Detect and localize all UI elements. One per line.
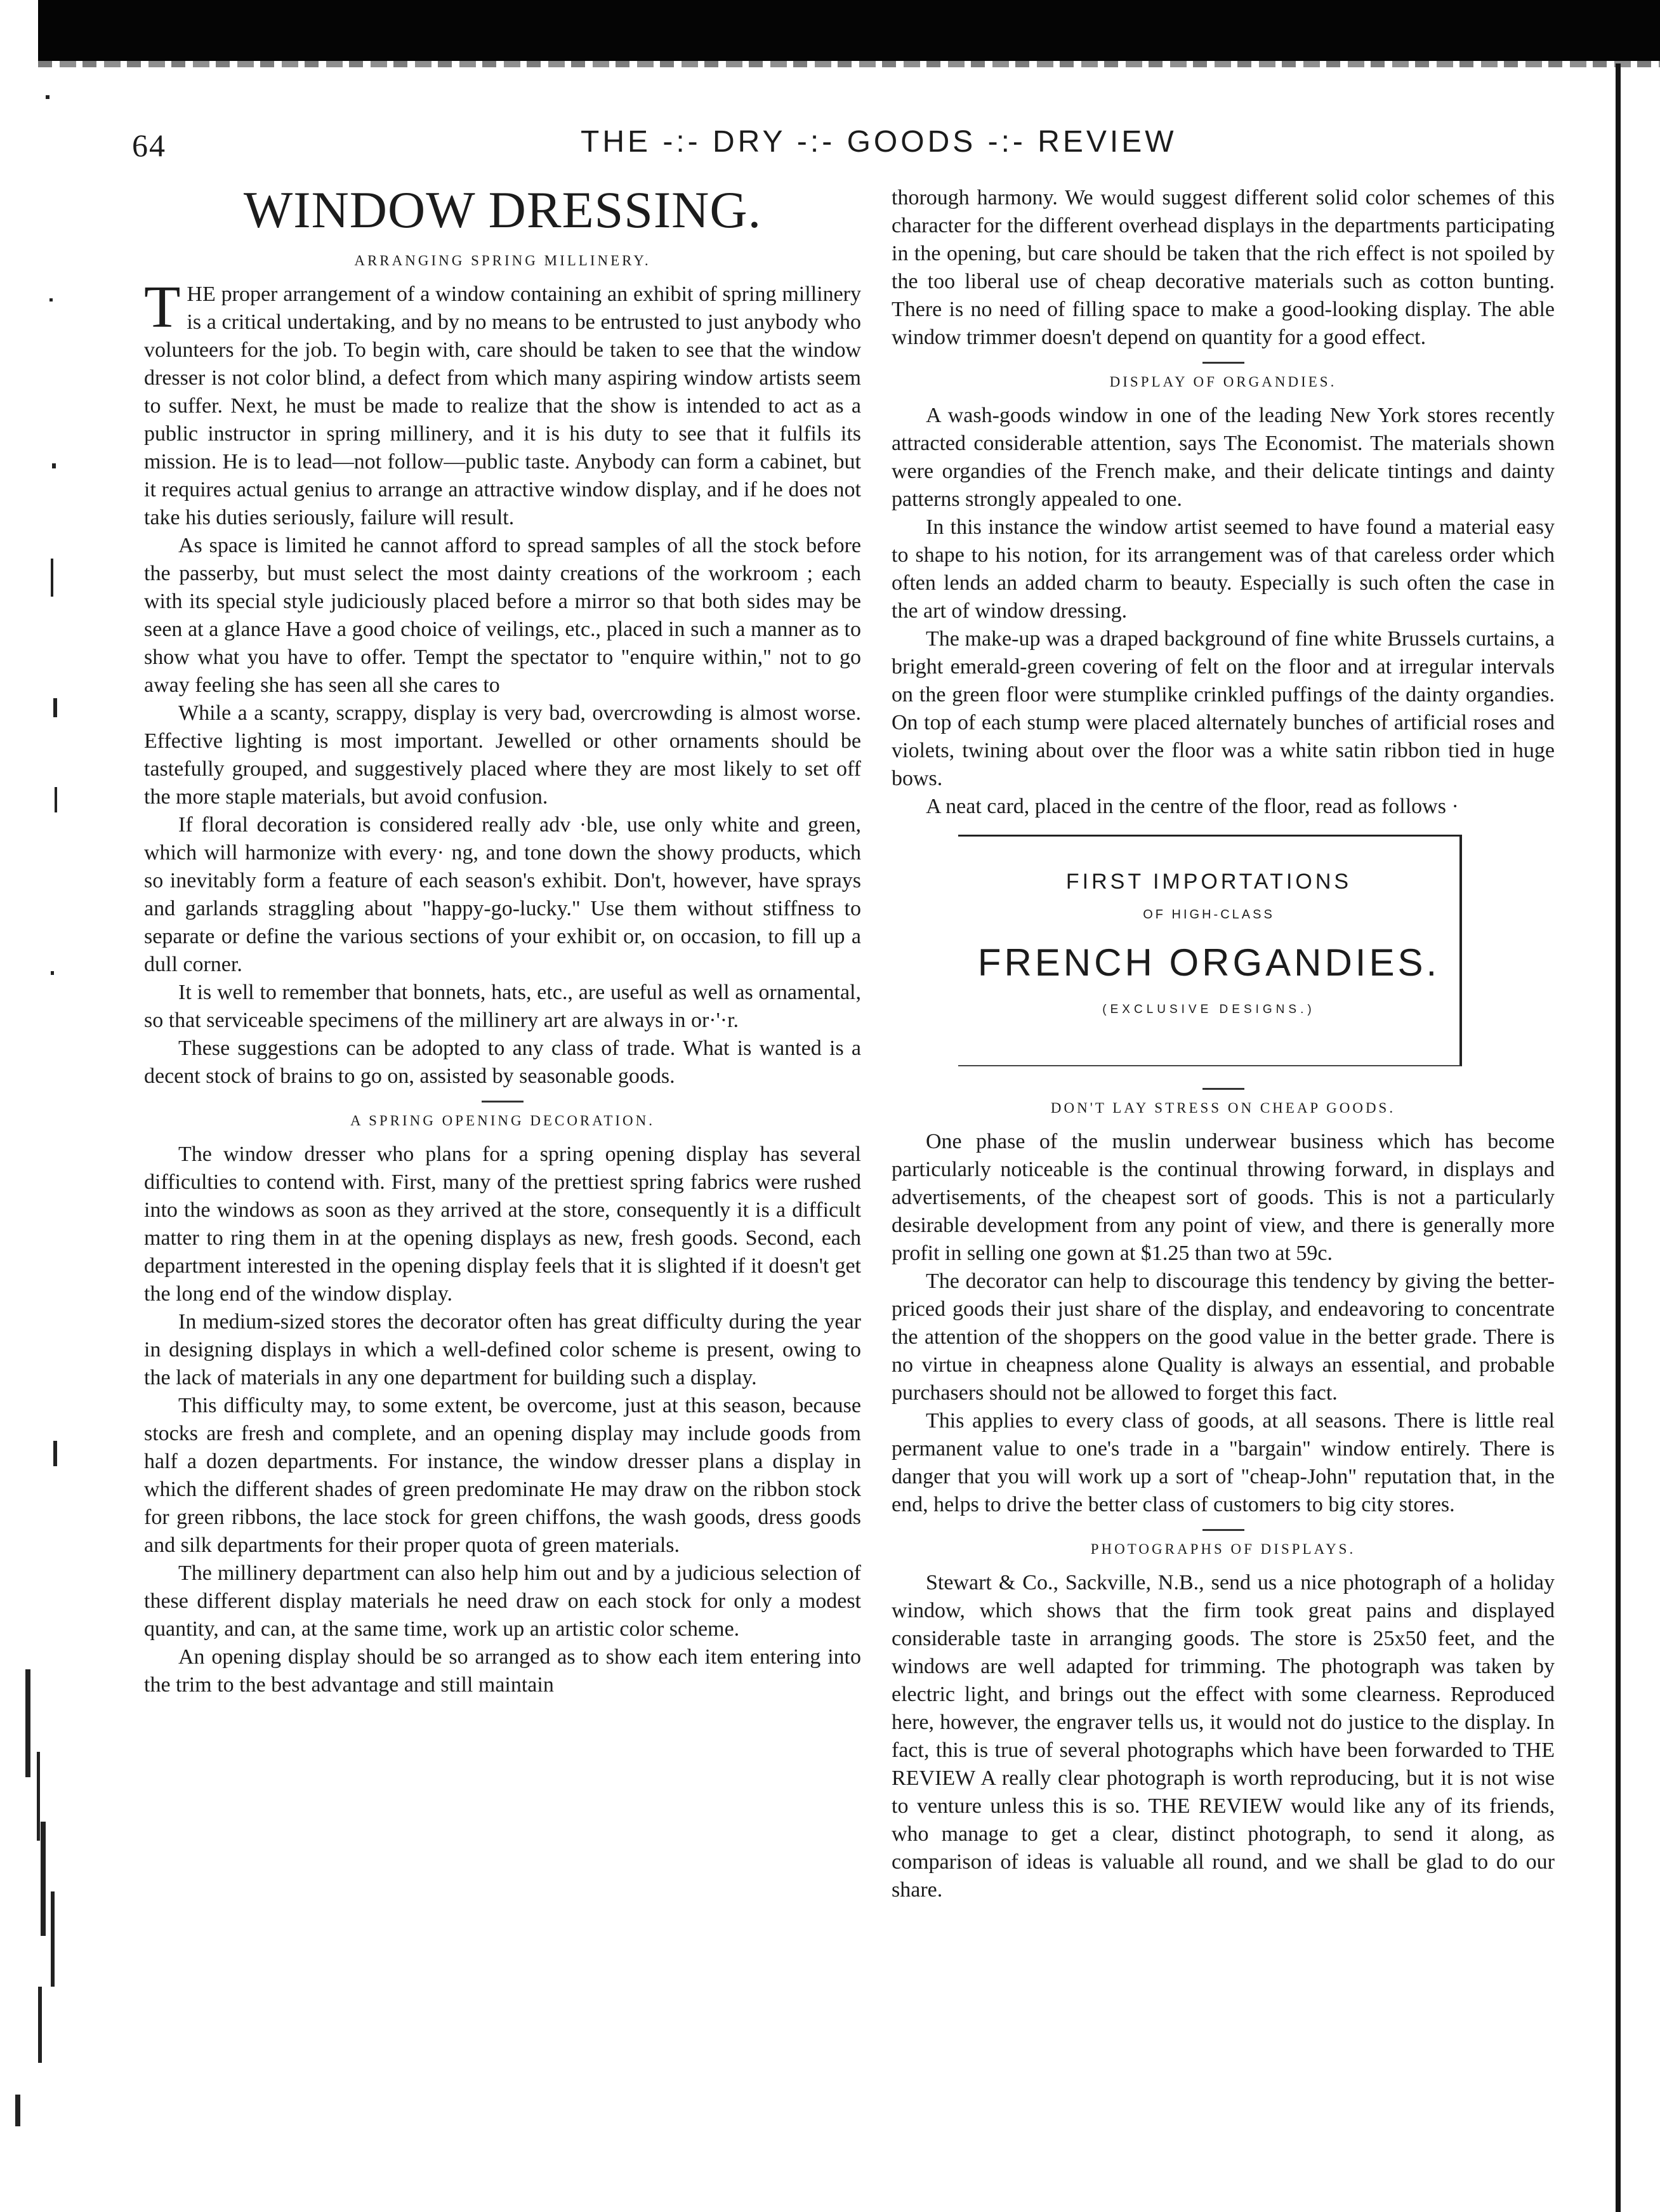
paragraph: One phase of the muslin underwear business which has become particularly noticeable is the continual throwing forward, in displays and advertisements, of the cheapest sort of goods. This is not a particularly desirable development from any point of view, and there is generally more profit in selling one gown at $1.25 than two at 59c. [892, 1130, 1555, 1265]
section-divider [1202, 1088, 1244, 1090]
scan-top-border-edge [38, 61, 1660, 67]
paragraph: This applies to every class of goods, at all seasons. There is little real permanent value to one's trade in a "bargain" window entirely. There is danger that you will work up a sort of "cheap-John" reputation that, in the end, helps to drive the better class of customers to big city stores. [892, 1409, 1555, 1516]
paragraph: An opening display should be so arranged as to show each item entering into the trim to the best advantage and still maintain [144, 1645, 861, 1697]
notice-line-1: FIRST IMPORTATIONS [1065, 870, 1352, 894]
intro-text: HE proper arrangement of a window containing an exhibit of spring millinery is a critical undertaking, and by no means to be entrusted to just anybody who volunteers for the job. To begin with, care should be taken to see that the window dresser is not color blind, a defect from which many aspiring window artists seem to suffer. Next, he must be made to realize that the show is intended to act as a public instructor in spring millinery, and it is his duty to see that it fulfils its mission. He is to lead—not follow—public taste. Anybody can form a cabinet, but it requires actual genius to arrange an attractive window display, and if he does not take his duties seriously, failure will result. [144, 282, 861, 529]
scan-top-border [38, 0, 1660, 61]
paragraph-continued: thorough harmony. We would suggest different solid color schemes of this character for the different overhead displays in the departments participating in the opening, but care should be taken that the rich effect is not spoiled by the too liberal use of cheap decorative materials such as cotton bunting. There is no need of filling space to make a good-looking display. The able window trimmer doesn't depend on quantity for a good effect. [892, 186, 1555, 349]
page-number: 64 [132, 128, 166, 163]
paragraph: The make-up was a draped background of fine white Brussels curtains, a bright emerald-green covering of felt on the floor and at irregular intervals on the green floor were stumplike crinkled puffings of the dainty organdies. On top of each stump were placed alternately bunches of artificial roses and violets, twining about over the floor was a white satin ribbon tied in huge bows. [892, 627, 1555, 790]
paragraph: The window dresser who plans for a spring opening display has several difficulties to contend with. First, many of the prettiest spring fabrics were rushed into the windows as soon as they arrived at the store, consequently it is a difficult matter to ring them in at the opening displays as new, fresh goods. Second, each department interested in the opening display feels that it is slighted if it doesn't get the long end of the window display. [144, 1142, 861, 1306]
section-divider [1202, 362, 1244, 364]
section-heading-spring-opening: A SPRING OPENING DECORATION. [350, 1113, 655, 1129]
left-column [144, 181, 861, 1699]
organdies-card-notice [958, 835, 1462, 1066]
article-subtitle: ARRANGING SPRING MILLINERY. [354, 253, 651, 268]
masthead: THE -:- DRY -:- GOODS -:- REVIEW [581, 125, 1177, 159]
notice-line-2: OF HIGH-CLASS [1143, 908, 1275, 922]
article-title: WINDOW DRESSING. [243, 181, 762, 239]
section-heading-cheap-goods: DON'T LAY STRESS ON CHEAP GOODS. [1050, 1100, 1396, 1116]
section-heading-photographs: PHOTOGRAPHS OF DISPLAYS. [1090, 1541, 1356, 1557]
paragraph: If floral decoration is considered really adv ·ble, use only white and green, which will harmonize with every· ng, and tone down the showy products, which so inevitably form a feature of each season's exhibit. Don't, however, have sprays and garlands straggling about "happy-go-lucky." Use them without stiffness to separate or define the various sections of your exhibit or, on occasion, to fill up a dull corner. [144, 813, 861, 976]
paragraph: Stewart & Co., Sackville, N.B., send us a nice photograph of a holiday window, which shows that the firm took great pains and displayed considerable taste in arranging goods. The store is 25x50 feet, and the windows are well adapted for trimming. The photograph was taken by electric light, and brings out the effect with some clearness. Reproduced here, however, the engraver tells us, it would not do justice to the display. In fact, this is true of several photographs which have been forwarded to THE REVIEW A really clear photograph is worth reproducing, but it is not wise to venture unless this is so. THE REVIEW would like any of its friends, who manage to get a clear, distinct photograph, to send it along, as comparison of ideas is valuable all round, and we shall be glad to do our share. [892, 1571, 1555, 1902]
notice-line-3: FRENCH ORGANDIES. [977, 941, 1440, 984]
section-heading-organdies: DISPLAY OF ORGANDIES. [1109, 374, 1337, 390]
paragraph: As space is limited he cannot afford to spread samples of all the stock before the passerby, but must select the most dainty creations of the workroom ; each with its special style judiciously placed before a mirror so that both sides may be seen at a glance Have a good choice of veilings, etc., placed in such a manner as to show what you have to offer. Tempt the spectator to "enquire within," not to go away feeling she has seen all she cares to [144, 534, 861, 697]
drop-cap: T [144, 274, 181, 340]
paragraph: In this instance the window artist seemed to have found a material easy to shape to his notion, for its arrangement was of that careless order which often lends an added charm to beauty. Especially is such often the case in the art of window dressing. [892, 515, 1555, 623]
paragraph: In medium-sized stores the decorator often has great difficulty during the year in designing displays in which a well-defined color scheme is present, owing to the lack of materials in any one department for building such a display. [144, 1310, 861, 1389]
right-column [892, 184, 1555, 1904]
section-divider [482, 1101, 524, 1103]
paragraph: This difficulty may, to some extent, be overcome, just at this season, because stocks are fresh and complete, and an opening display may include goods from half a dozen departments. For instance, the window dresser plans a display in which the different shades of green predominate He may draw on the ribbon stock for green ribbons, the lace stock for green chiffons, the wash goods, dress goods and silk departments for their proper quota of green materials. [144, 1394, 861, 1557]
paragraph: It is well to remember that bonnets, hats, etc., are useful as well as ornamental, so that serviceable specimens of the millinery art are always in or·'·r. [144, 981, 861, 1032]
paragraph: A neat card, placed in the centre of the floor, read as follows · [926, 795, 1459, 818]
paragraph: The millinery department can also help him out and by a judicious selection of these different display materials he need draw on each stock for only a modest quantity, and can, at the same time, work up an artistic color scheme. [144, 1561, 861, 1641]
paragraph: These suggestions can be adopted to any class of trade. What is wanted is a decent stock of brains to go on, assisted by seasonable goods. [144, 1036, 861, 1088]
paragraph: While a a scanty, scrappy, display is very bad, overcrowding is almost worse. Effective lighting is most important. Jewelled or other ornaments should be tastefully grouped, and suggestively placed where they are most likely to set off the more staple materials, but avoid confusion. [144, 701, 861, 809]
paragraph-intro [144, 274, 861, 532]
paragraph: A wash-goods window in one of the leading New York stores recently attracted considerable attention, says The Economist. The materials shown were organdies of the French make, and their delicate tintings and dainty patterns strongly appealed to one. [892, 404, 1555, 511]
scan-right-border [1616, 63, 1621, 2212]
notice-line-4: (EXCLUSIVE DESIGNS.) [1102, 1003, 1315, 1016]
section-divider [1202, 1529, 1244, 1531]
paragraph: The decorator can help to discourage this tendency by giving the better-priced goods their just share of the display, and endeavoring to concentrate the attention of the shoppers on the good value in the better grade. There is no virtue in cheapness alone Quality is always an essential, and probable purchasers should not be allowed to forget this fact. [892, 1269, 1555, 1405]
